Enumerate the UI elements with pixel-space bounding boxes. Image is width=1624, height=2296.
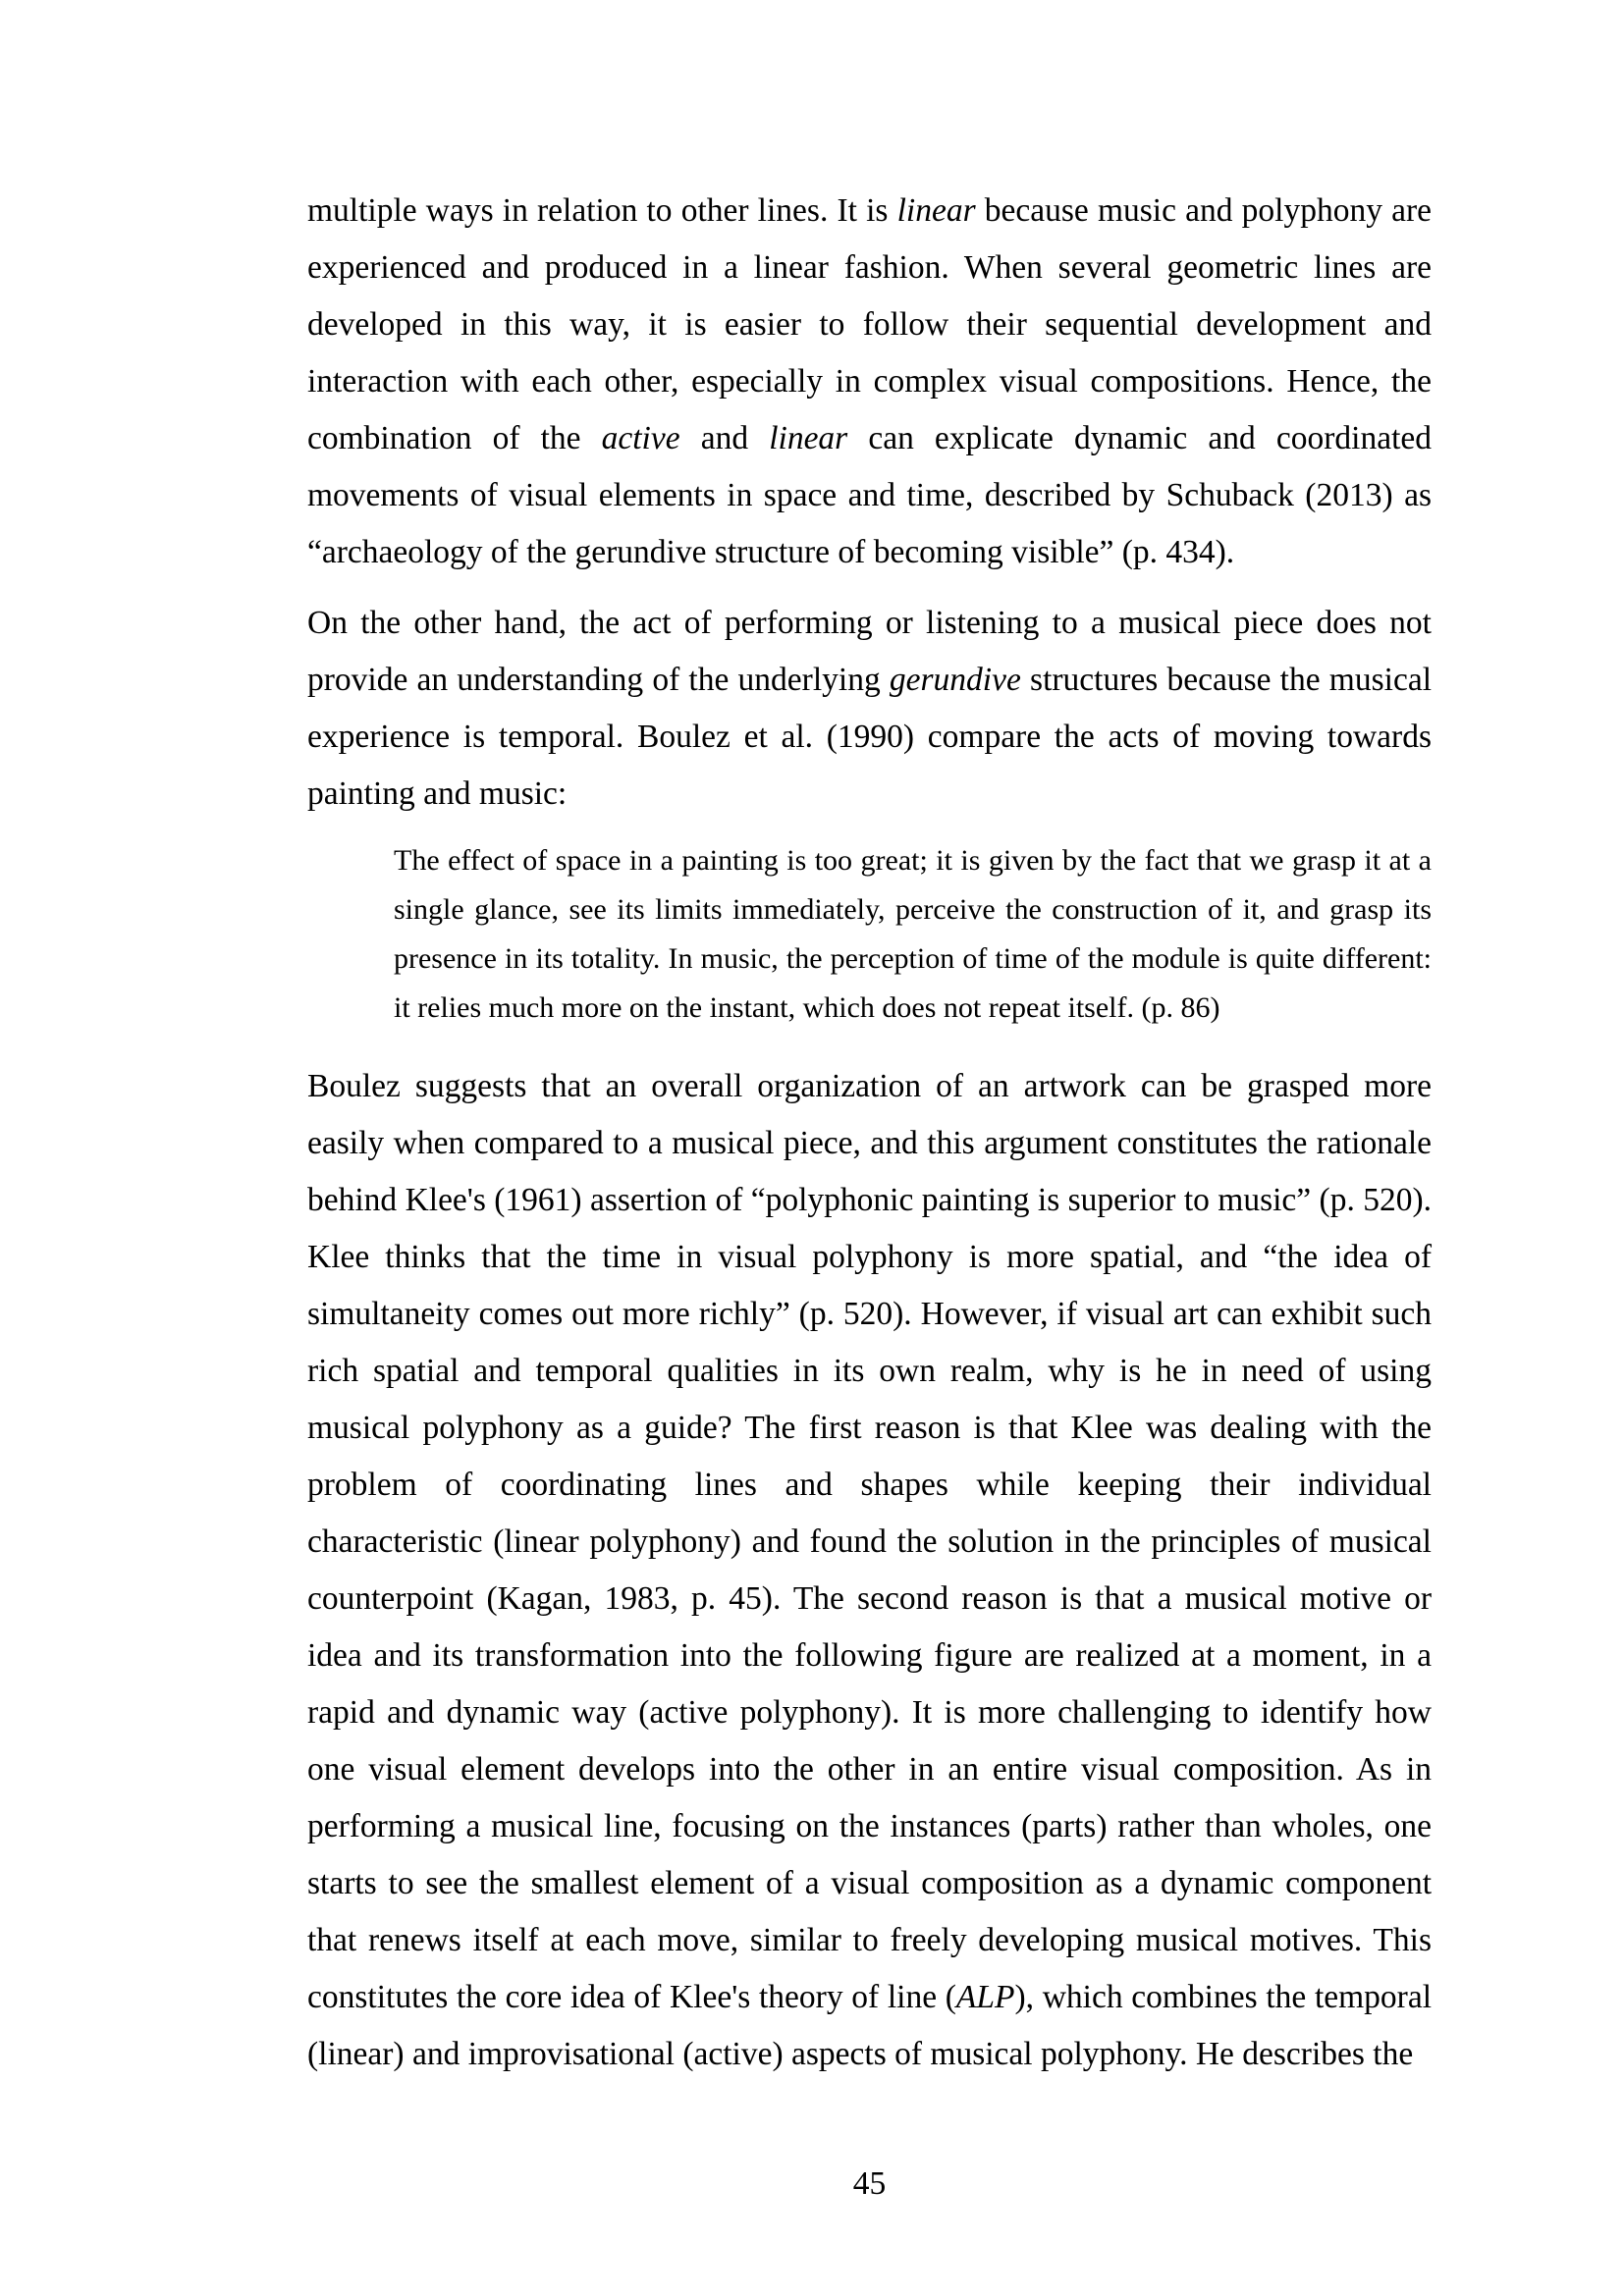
text-segment: On the other hand, the act of performing or listening to a musical piece does not provide an understanding of the underlying [307,605,1432,698]
paragraph [307,1058,1432,2083]
text-segment: can explicate dynamic and coordinated movements of visual elements in space and time, described by Schuback (2013) as “archaeology of the gerundive structure of becoming visible” (p. 434). [307,420,1432,570]
page-number: 45 [852,2165,887,2202]
document-body [307,183,1432,2097]
paragraph [307,595,1432,823]
italic-text-segment: gerundive [889,662,1021,698]
text-segment: multiple ways in relation to other lines. It is [307,192,897,229]
block-quote [394,836,1432,1033]
italic-text-segment: active [601,420,680,456]
text-segment: because music and polyphony are experienced and produced in a linear fashion. When several geometric lines are developed in this way, it is easier to follow their sequential development and interaction with each other, especially in complex visual compositions. Hence, the combination of the [307,192,1432,456]
text-segment: The effect of space in a painting is too great; it is given by the fact that we grasp it at a single glance, see its limits immediately, perceive the construction of it, and grasp its presence in its totality. In music, the perception of time of the module is quite different: it relies much more on the instant, which does not repeat itself. (p. 86) [394,844,1432,1024]
text-segment: and [679,420,770,456]
italic-text-segment: ALP [955,1979,1015,2015]
paragraph [307,183,1432,581]
italic-text-segment: linear [769,420,848,456]
text-segment: ), which combines the temporal (linear) and improvisational (active) aspects of musical polyphony. He describes the [307,1979,1433,2072]
text-segment: Boulez suggests that an overall organization of an artwork can be grasped more easily when compared to a musical piece, and this argument constitutes the rationale behind Klee's (1961) assertion of “polyphonic painting is superior to music” (p. 520). Klee thinks that the time in visual polyphony is more spatial, and “the idea of simultaneity comes out more richly” (p. 520). However, if visual art can exhibit such rich spatial and temporal qualities in its own realm, why is he in need of using musical polyphony as a guide? The first reason is that Klee was dealing with the problem of coordinating lines and shapes while keeping their individual characteristic (linear polyphony) and found the solution in the principles of musical counterpoint (Kagan, 1983, p. 45). The second reason is that a musical motive or idea and its transformation into the following figure are realized at a moment, in a rapid and dynamic way (active polyphony). It is more challenging to identify how one visual element develops into the other in an entire visual composition. As in performing a musical line, focusing on the instances (parts) rather than wholes, one starts to see the smallest element of a visual composition as a dynamic component that renews itself at each move, similar to freely developing musical motives. This constitutes the core idea of Klee's theory of line ( [307,1068,1432,2015]
italic-text-segment: linear [896,192,976,229]
text-segment: structures because the musical experience is temporal. Boulez et al. (1990) compare the acts of moving towards painting and music: [307,662,1432,812]
